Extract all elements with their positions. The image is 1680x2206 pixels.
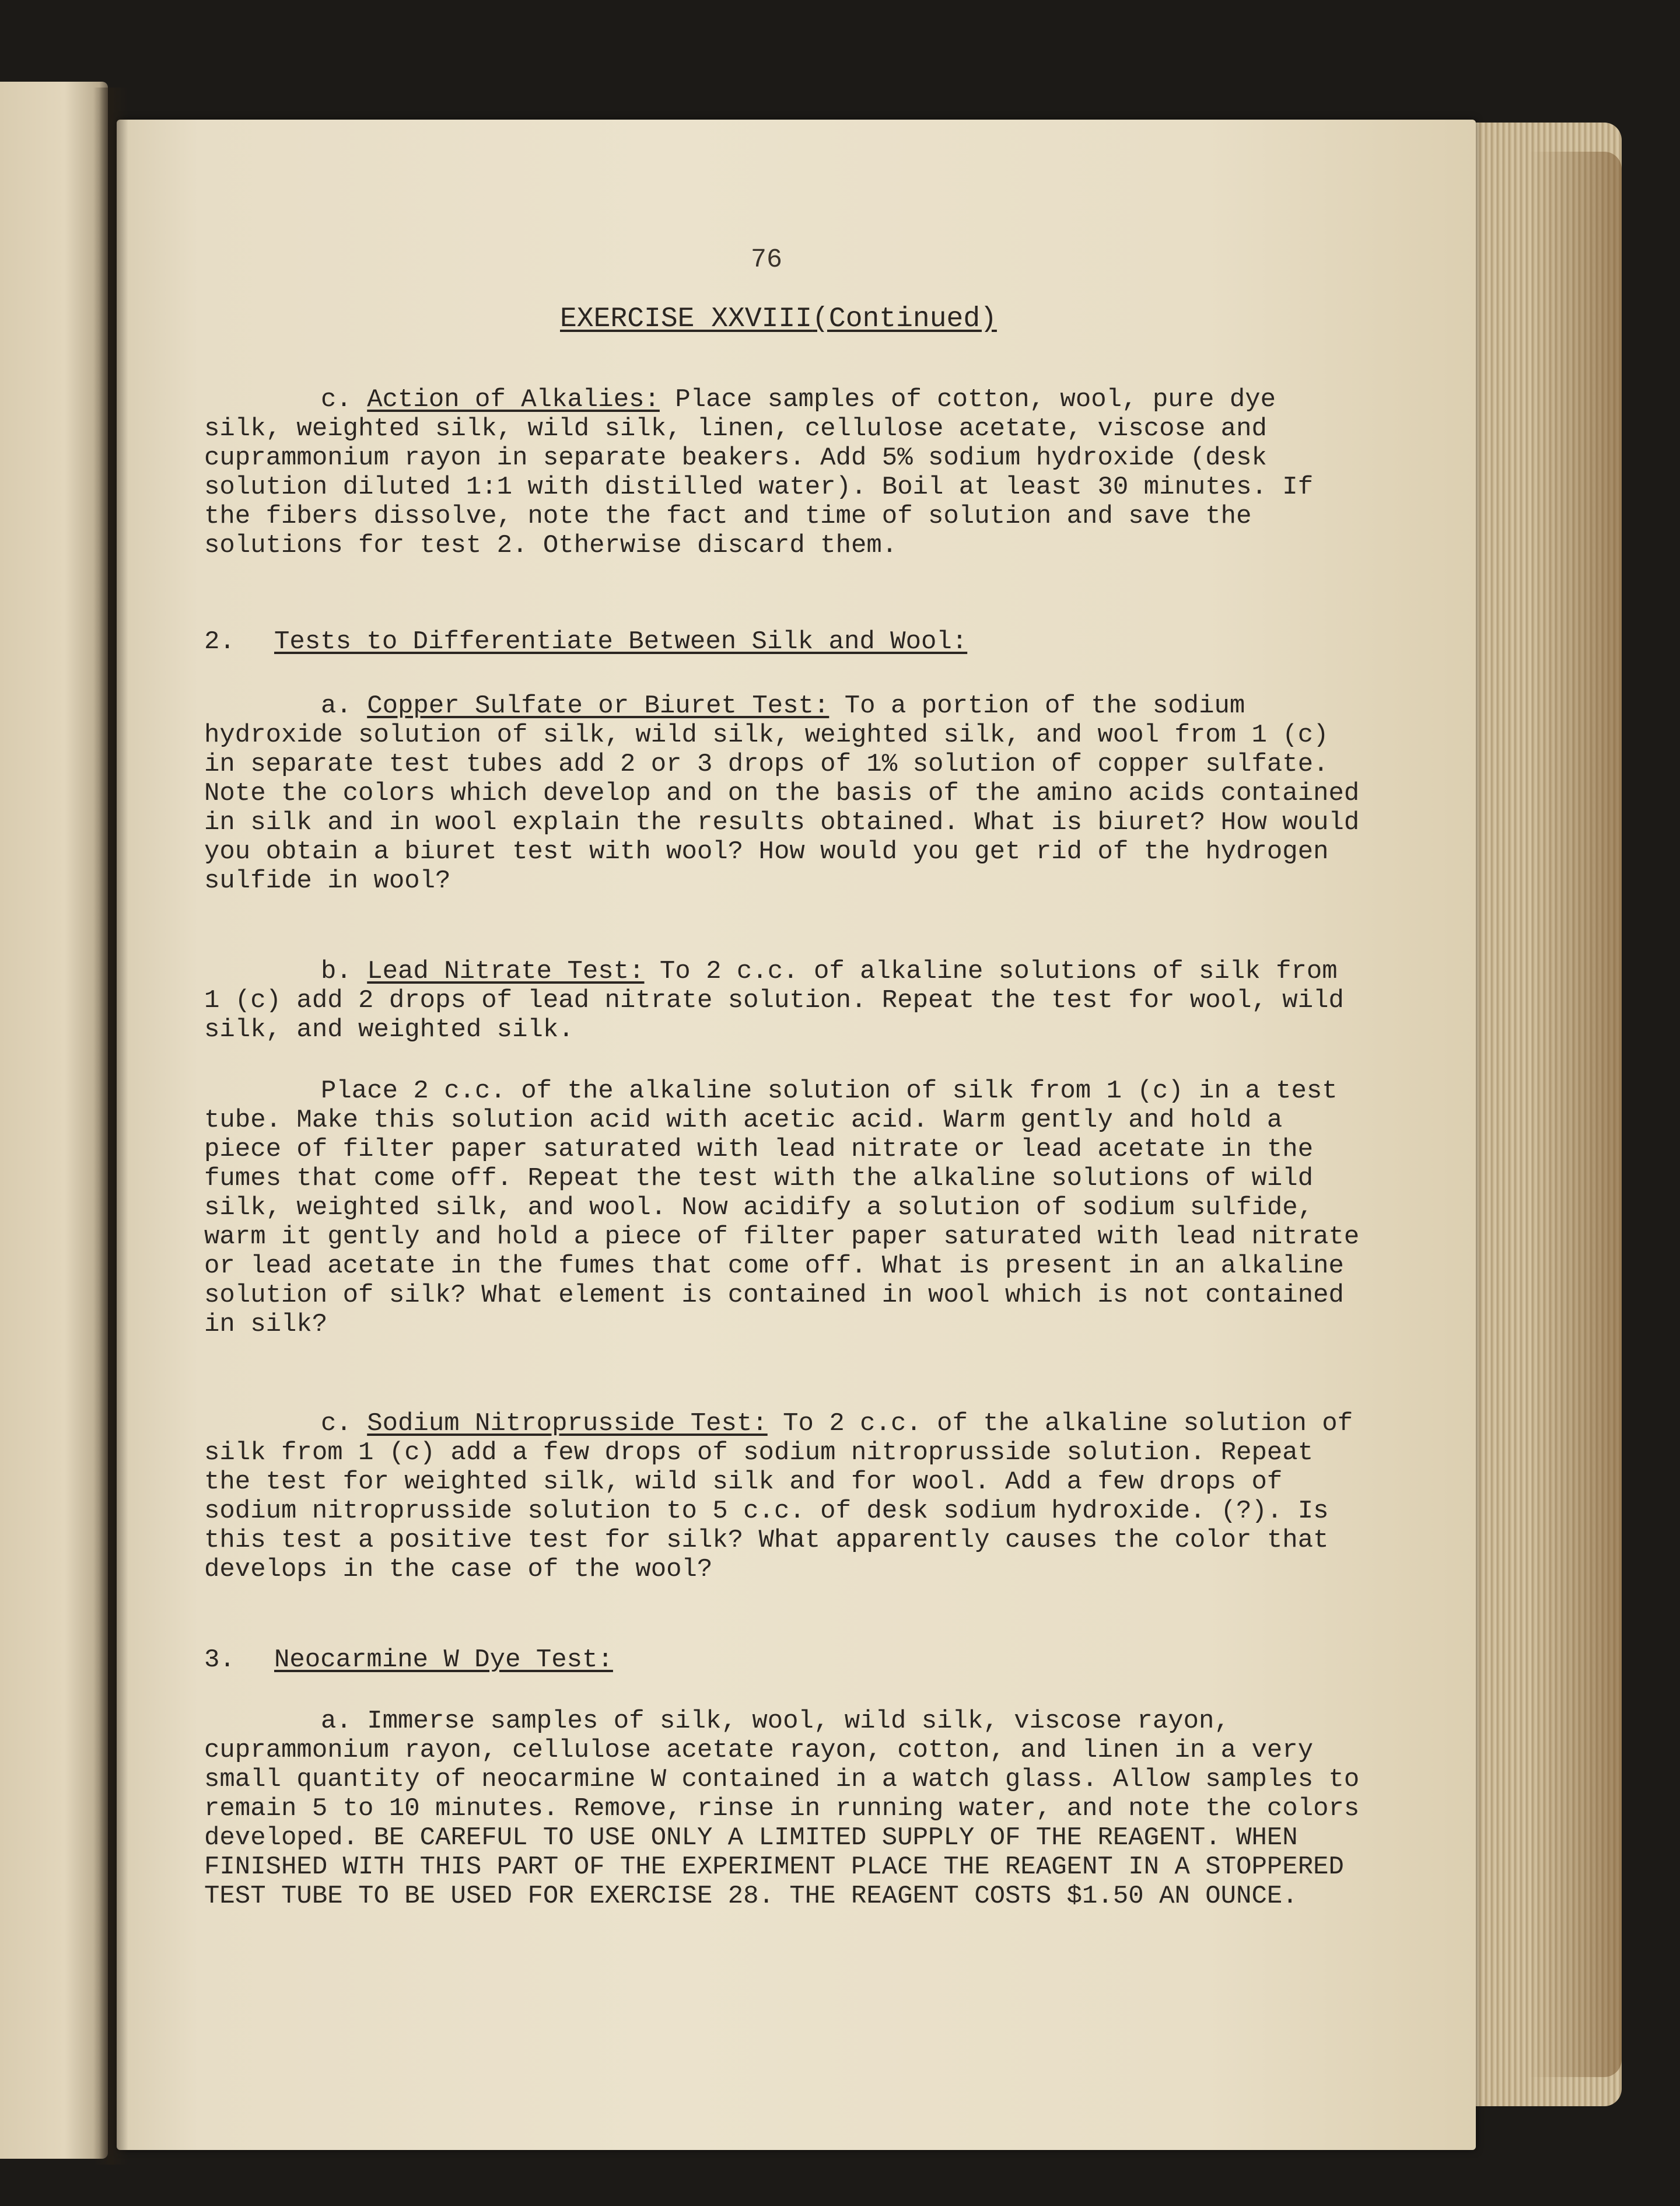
alkalies-title: Action of Alkalies:: [367, 385, 660, 414]
neocarmine-caution: BE CAREFUL TO USE ONLY A LIMITED SUPPLY OF THE REAGENT. WHEN FINISHED WITH THIS PART OF THE EXPERIMENT PLACE THE REAGENT IN A STOPPERED TEST TUBE TO BE USED FOR EXERCISE 28. THE REAGENT COSTS $1.50 AN OUNCE.: [204, 1823, 1344, 1911]
paragraph-lead-nitrate: [204, 957, 1365, 1044]
neocarmine-marker: a.: [321, 1707, 352, 1736]
lead-followup-text: Place 2 c.c. of the alkaline solution of silk from 1 (c) in a test tube. Make this solution acid with acetic acid. Warm gently and hold a piece of filter paper saturated with lead nitrate or lead acetate in the fumes that come off. Repeat the test with the alkaline solutions of wild silk, weighted silk, and wool. Now acidify a solution of sodium sulfide, warm it gently and hold a piece of filter paper saturated with lead nitrate or lead acetate in the fumes that come off. What is present in an alkaline solution of silk? What element is contained in wool which is not contained in silk?: [204, 1076, 1360, 1339]
nitroprusside-marker: c.: [321, 1409, 352, 1438]
book-gutter: [93, 88, 128, 2165]
alkalies-text: Place samples of cotton, wool, pure dye silk, weighted silk, wild silk, linen, cellulose acetate, viscose and cuprammonium rayon in separate beakers. Add 5% sodium hydroxide (desk solution diluted 1:1 with distilled water). Boil at least 30 minutes. If the fibers dissolve, note the fact and time of solution and save the solutions for test 2. Otherwise discard them.: [204, 385, 1314, 560]
section-3-title: Neocarmine W Dye Test:: [274, 1645, 613, 1674]
section-2-title: Tests to Differentiate Between Silk and Wool:: [274, 627, 968, 656]
section-3-heading: [204, 1645, 1365, 1674]
lead-marker: b.: [321, 957, 352, 986]
page-stack-shadow: [1528, 152, 1622, 2077]
lead-text: To 2 c.c. of alkaline solutions of silk from 1 (c) add 2 drops of lead nitrate solution. Repeat the test for wool, wild silk, and weighted silk.: [204, 957, 1344, 1044]
paragraph-copper-sulfate: [204, 691, 1365, 896]
section-2-heading: [204, 627, 1365, 656]
neocarmine-text: Immerse samples of silk, wool, wild silk, viscose rayon, cuprammonium rayon, cellulose acetate rayon, cotton, and linen in a very small quantity of neocarmine W contained in a watch glass. Allow samples to remain 5 to 10 minutes. Remove, rinse in running water, and note the colors developed.: [204, 1707, 1360, 1852]
left-page-edge: [0, 82, 108, 2159]
copper-marker: a.: [321, 691, 352, 721]
copper-title: Copper Sulfate or Biuret Test:: [367, 691, 830, 721]
page-number: 76: [751, 245, 783, 275]
exercise-continued-note: (Continued): [812, 303, 997, 335]
nitroprusside-text: To 2 c.c. of the alkaline solution of silk from 1 (c) add a few drops of sodium nitroprusside solution. Repeat the test for weighted silk, wild silk and for wool. Add a few drops of sodium nitroprusside solution to 5 c.c. of desk sodium hydroxide. (?). Is this test a positive test for silk? What apparently causes the color that develops in the case of the wool?: [204, 1409, 1353, 1584]
paragraph-nitroprusside: [204, 1409, 1365, 1584]
copper-text: To a portion of the sodium hydroxide solution of silk, wild silk, weighted silk, and wool from 1 (c) in separate test tubes add 2 or 3 drops of 1% solution of copper sulfate. Note the colors which develop and on the basis of the amino acids contained in silk and in wool explain the results obtained. What is biuret? How would you obtain a biuret test with wool? How would you get rid of the hydrogen sulfide in wool?: [204, 691, 1360, 896]
section-3-number: 3.: [204, 1645, 235, 1674]
paragraph-alkalies: [204, 385, 1365, 560]
alkalies-marker: c.: [321, 385, 352, 414]
exercise-title: EXERCISE XXVIII: [560, 303, 813, 335]
nitroprusside-title: Sodium Nitroprusside Test:: [367, 1409, 768, 1438]
section-2-number: 2.: [204, 627, 235, 656]
lead-title: Lead Nitrate Test:: [367, 957, 645, 986]
exercise-heading: [560, 303, 997, 335]
paragraph-lead-followup: [204, 1076, 1365, 1339]
paragraph-neocarmine: [204, 1707, 1365, 1911]
